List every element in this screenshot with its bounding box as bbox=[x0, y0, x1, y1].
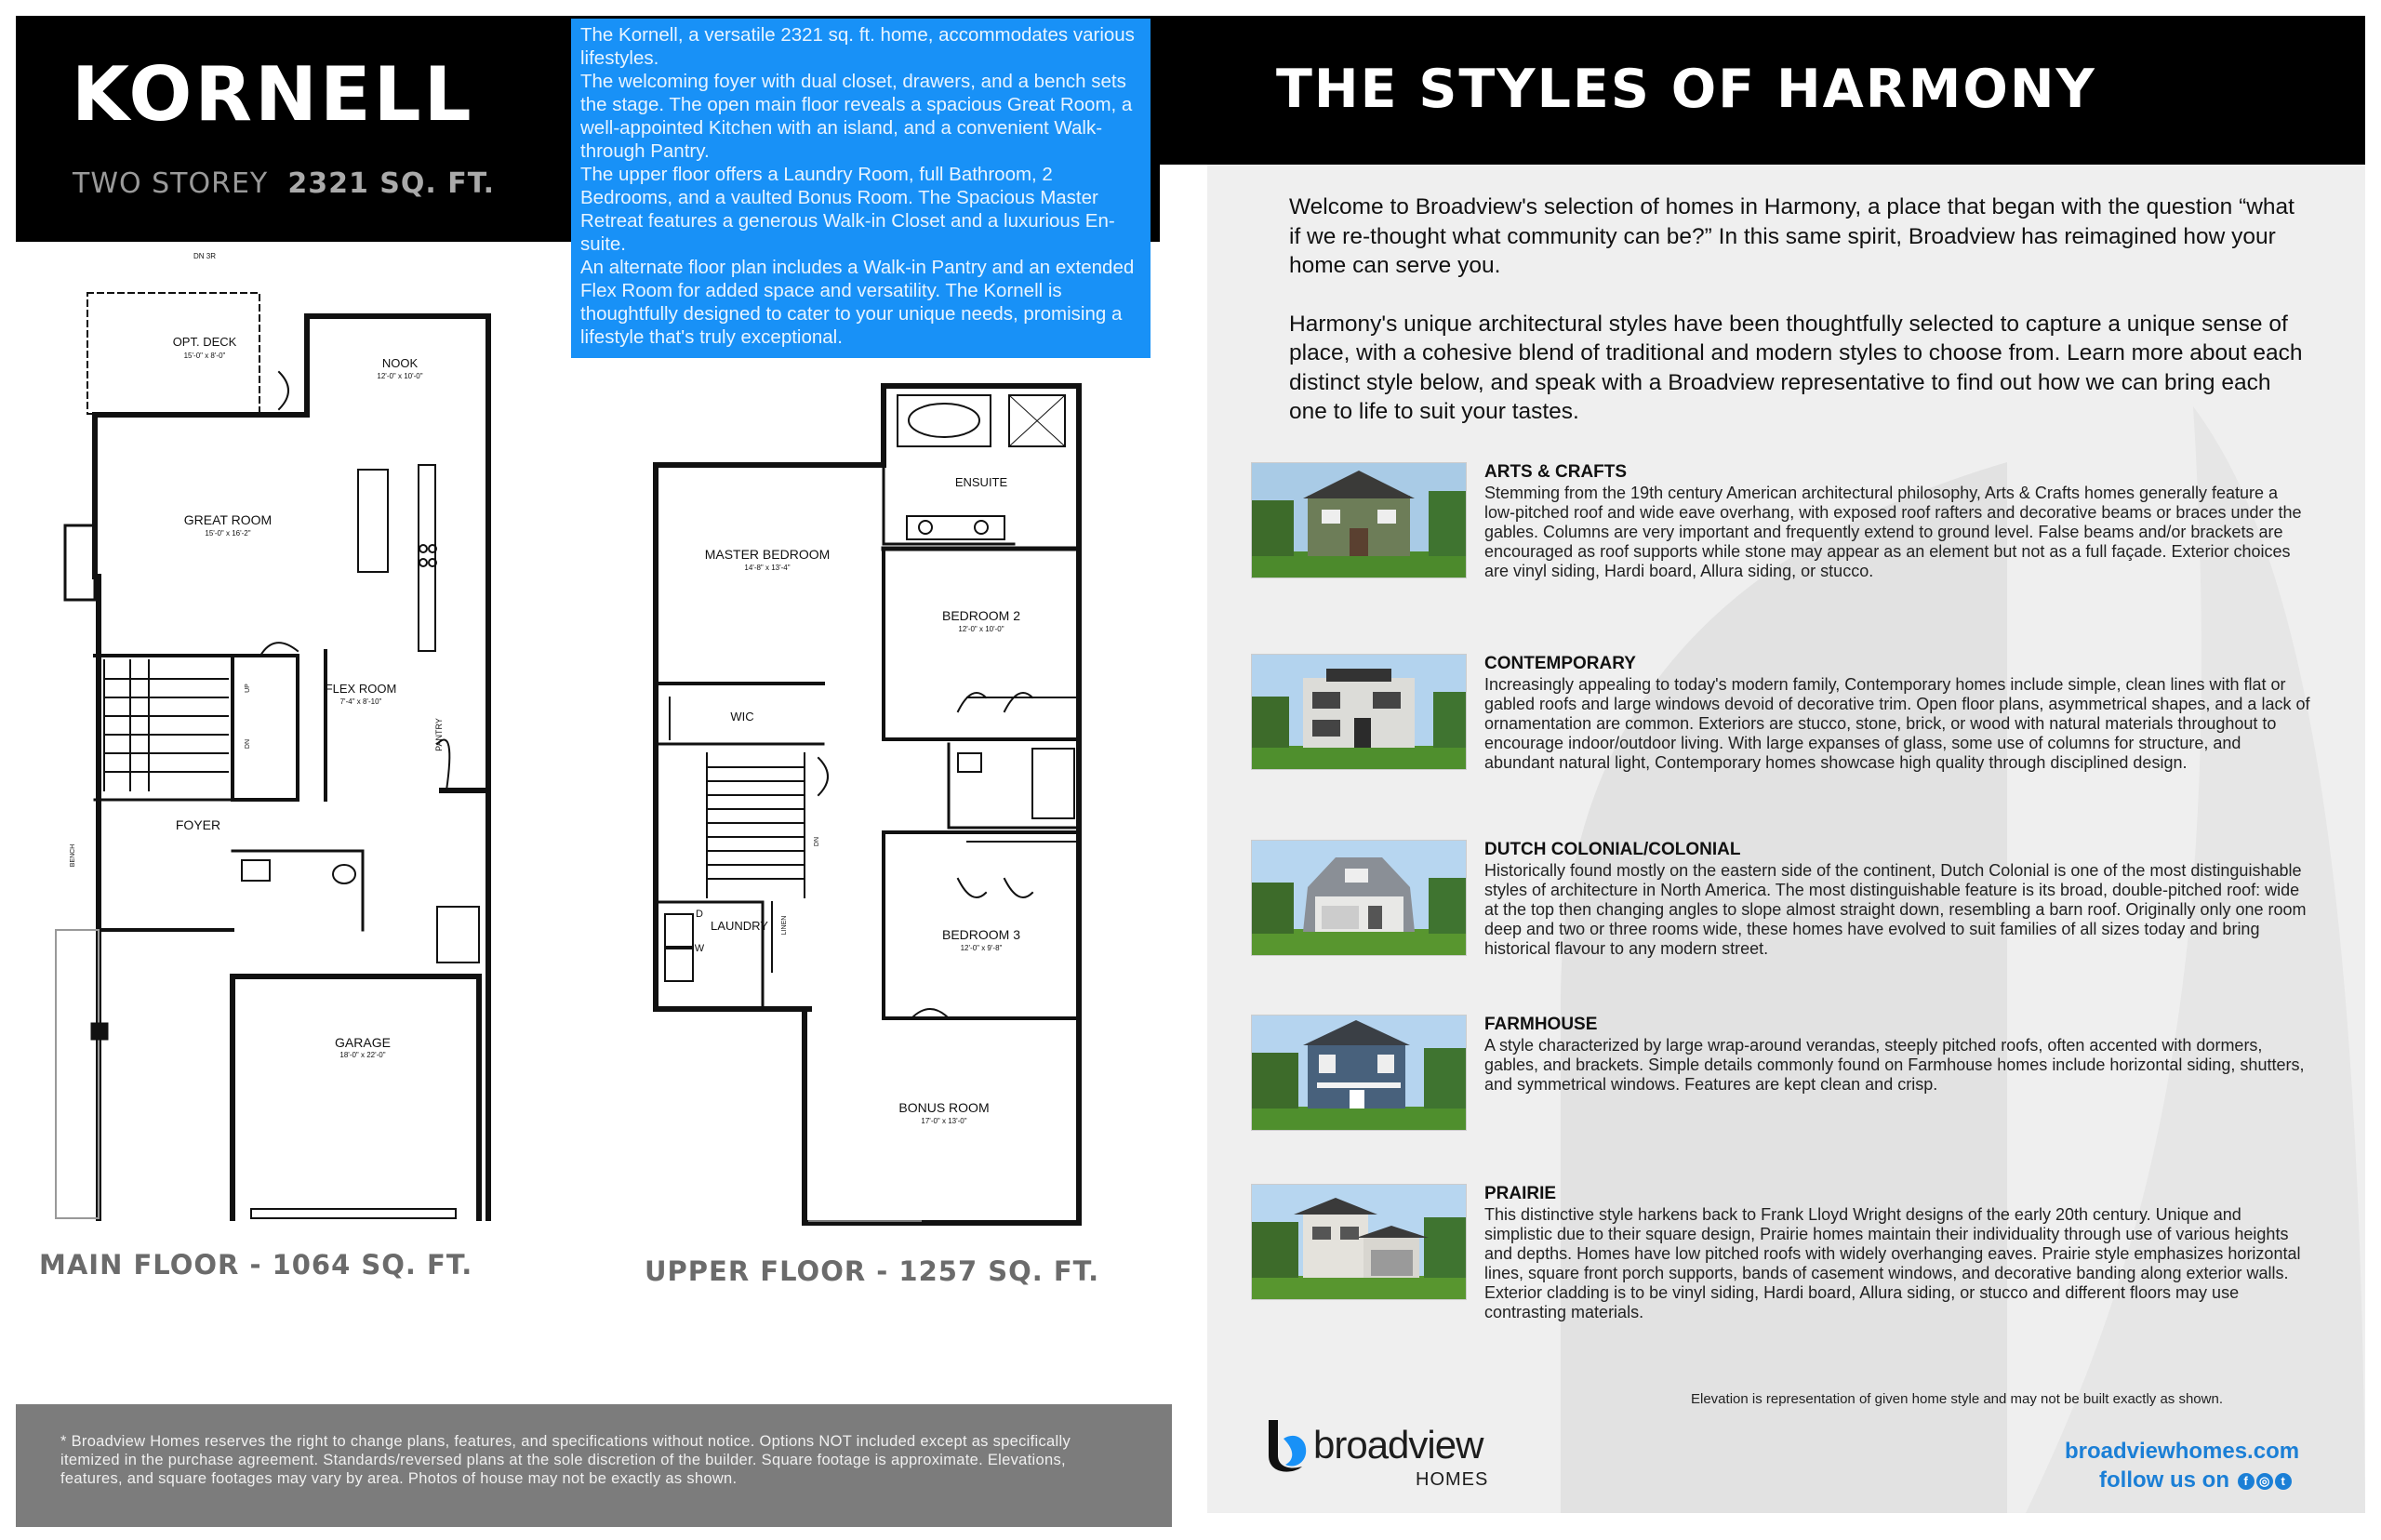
prairie-text: This distinctive style harkens back to Frank Lloyd Wright designs of the early 20th century. Unique and simplistic due to their square design, Prairie homes maintain their individuality through use of various heights and depths. Homes have low pitched roofs with widely overhanging eaves. Prairie style emphasizes horizontal lines, square front porch supports, bands of casement windows, and decorative banding along exterior walls. Exterior cladding is to be vinyl siding, Hardi board, Allura siding, or stucco and different floors may use contrasting materials. bbox=[1484, 1205, 2301, 1321]
up-label: UP bbox=[245, 684, 251, 693]
room-bonus-dim: 17'-0" x 13'-0" bbox=[921, 1117, 967, 1125]
bench-label: BENCH bbox=[70, 843, 76, 868]
intro-para-1: Welcome to Broadview's selection of homes in Harmony, a place that began with the question “what if we re-thought what community can be?” In this same spirit, Broadview has reimagined how your home can serve you. bbox=[1289, 194, 2295, 278]
styles-title: THE STYLES OF HARMONY bbox=[1276, 59, 2096, 120]
room-foyer: FOYER bbox=[175, 817, 221, 832]
dryer-label: D bbox=[696, 909, 703, 920]
room-garage-dim: 18'-0" x 22'-0" bbox=[339, 1051, 386, 1059]
room-bed2-dim: 12'-0" x 10'-0" bbox=[958, 625, 1004, 633]
arts-crafts-photo bbox=[1251, 462, 1467, 578]
room-nook-dim: 12'-0" x 10'-0" bbox=[377, 372, 423, 380]
room-bed3: BEDROOM 3 bbox=[941, 927, 1021, 942]
broadview-logo-icon bbox=[1265, 1418, 1311, 1474]
upper-dn-label: DN bbox=[814, 836, 820, 847]
room-bed3-dim: 12'-0" x 9'-8" bbox=[960, 944, 1003, 952]
upper-floor-label: UPPER FLOOR - 1257 SQ. FT. bbox=[645, 1255, 1100, 1287]
room-flex-dim: 7'-4" x 8'-10" bbox=[339, 697, 382, 706]
description-para-2: The welcoming foyer with dual closet, drawers, and a bench sets the stage. The open main floor reveals a spacious Great Room, a well-appointed Kitchen with an island, and a convenient Walk-through Pantry. bbox=[580, 71, 1133, 162]
room-wic: WIC bbox=[730, 710, 754, 724]
arts-crafts-title: ARTS & CRAFTS bbox=[1484, 462, 1628, 482]
styles-intro bbox=[1289, 192, 2312, 456]
follow-text: follow us on bbox=[2099, 1467, 2229, 1493]
farmhouse-photo bbox=[1251, 1015, 1467, 1131]
room-pantry: PANTRY bbox=[434, 718, 444, 751]
contemporary-title: CONTEMPORARY bbox=[1484, 654, 1636, 673]
logo-wordmark: broadview bbox=[1313, 1423, 1483, 1467]
model-type: TWO STOREY bbox=[73, 167, 269, 200]
upper-floor-plan bbox=[642, 377, 1097, 1232]
dn-label: DN bbox=[245, 738, 251, 750]
prairie-photo bbox=[1251, 1184, 1467, 1300]
room-nook: NOOK bbox=[381, 356, 419, 370]
room-laundry: LAUNDRY bbox=[711, 919, 768, 933]
follow-us bbox=[2099, 1467, 2292, 1494]
description-para-4: An alternate floor plan includes a Walk-in Pantry and an extended Flex Room for added space and versatility. The Kornell is thoughtfully designed to cater to your unique needs, promising a lifestyle that's truly exceptional. bbox=[580, 257, 1135, 348]
model-sqft: 2321 SQ. FT. bbox=[287, 167, 496, 200]
room-deck-dim: 15'-0" x 8'-0" bbox=[183, 352, 226, 360]
dutch-colonial-section bbox=[1484, 840, 2312, 959]
room-ensuite: ENSUITE bbox=[954, 475, 1008, 489]
model-subtitle bbox=[73, 167, 495, 200]
prairie-section bbox=[1484, 1184, 2312, 1322]
dutch-colonial-text: Historically found mostly on the eastern side of the continent, Dutch Colonial is one of the most distinguishable styles of architecture in North America. The most distinguishable feature is its broad, double-pitched roof: wide at the top then changing angles to slope almost straight down, resembling a barn roof. Originally only one room deep and two or three rooms wide, these homes have evolved to suit families of all sizes today and bring historical flavour to any modern street. bbox=[1484, 861, 2307, 958]
logo-subtext: HOMES bbox=[1416, 1469, 1489, 1490]
elevation-note: Elevation is representation of given home style and may not be built exactly as shown. bbox=[1691, 1391, 2223, 1407]
model-title: KORNELL bbox=[72, 51, 474, 138]
disclaimer: * Broadview Homes reserves the right to change plans, features, and specifications without notice. Options NOT included except as specifically itemized in the purchase agreement. Standards/reversed plans at the sole discretion of the builder. Square footage is approximate. Elevations, features, and square footages may vary by area. Photos of house may not be exactly as shown. bbox=[16, 1404, 1172, 1527]
arts-crafts-section bbox=[1484, 462, 2312, 581]
room-master-dim: 14'-8" x 13'-4" bbox=[744, 564, 791, 572]
dutch-colonial-title: DUTCH COLONIAL/COLONIAL bbox=[1484, 840, 1741, 859]
facebook-icon[interactable]: f bbox=[2238, 1473, 2255, 1490]
instagram-icon[interactable]: ◎ bbox=[2256, 1473, 2273, 1490]
room-bonus: BONUS ROOM bbox=[898, 1100, 990, 1115]
contemporary-photo bbox=[1251, 654, 1467, 770]
dn-arrow-label: DN 3R bbox=[193, 252, 217, 260]
website-link[interactable]: broadviewhomes.com bbox=[2065, 1439, 2300, 1464]
main-floor-label: MAIN FLOOR - 1064 SQ. FT. bbox=[39, 1249, 473, 1281]
washer-label: W bbox=[694, 943, 705, 954]
intro-para-2: Harmony's unique architectural styles have been thoughtfully selected to capture a unique sense of place, with a cohesive blend of traditional and modern styles to choose from. Learn more about each distinct style below, and speak with a Broadview representative to find out how we can bring each one to life to suit your tastes. bbox=[1289, 311, 2303, 424]
linen-label: LINEN bbox=[781, 915, 788, 936]
room-garage: GARAGE bbox=[335, 1035, 391, 1050]
main-floor-plan bbox=[47, 242, 530, 1228]
room-bed2: BEDROOM 2 bbox=[941, 608, 1021, 623]
room-master: MASTER BEDROOM bbox=[704, 547, 831, 562]
arts-crafts-text: Stemming from the 19th century American architectural philosophy, Arts & Crafts homes generally feature a low-pitched roof and wide eave overhang, with exposed roof rafters and decorative beams or braces under the gables. Columns are very important and frequently extend to ground level. False beams and/or brackets are encouraged as roof supports while stone may appear as an element but not as a full façade. Exterior choices are vinyl siding, Hardi board, Allura siding, or stucco. bbox=[1484, 484, 2302, 580]
contemporary-section bbox=[1484, 654, 2312, 773]
contemporary-text: Increasingly appealing to today's modern family, Contemporary homes include simple, clean lines with flat or gabled roofs and large windows devoid of decorative trim. Open floor plans, asymmetrical shapes, and a lack of ornamentation are common. Exteriors are stucco, stone, brick, or wood with natural materials throughout to encourage indoor/outdoor living. With large expanses of glass, some use of columns for structure, and abundant natural light, Contemporary homes showcase high quality through disciplined design. bbox=[1484, 675, 2310, 772]
prairie-title: PRAIRIE bbox=[1484, 1184, 1557, 1203]
room-deck: OPT. DECK bbox=[172, 335, 237, 349]
dutch-colonial-photo bbox=[1251, 840, 1467, 956]
room-great-dim: 15'-0" x 16'-2" bbox=[205, 529, 251, 538]
farmhouse-title: FARMHOUSE bbox=[1484, 1015, 1598, 1034]
description-para-1: The Kornell, a versatile 2321 sq. ft. home, accommodates various lifestyles. bbox=[580, 24, 1135, 69]
description-box bbox=[571, 19, 1151, 358]
room-flex: FLEX ROOM bbox=[325, 682, 397, 696]
farmhouse-text: A style characterized by large wrap-around verandas, steeply pitched roofs, often accented with dormers, gables, and brackets. Simple details commonly found on Farmhouse homes include horizontal siding, shutters, and symmetrical windows. Features are kept clean and crisp. bbox=[1484, 1036, 2305, 1094]
room-great: GREAT ROOM bbox=[183, 512, 273, 527]
twitter-icon[interactable]: t bbox=[2275, 1473, 2292, 1490]
farmhouse-section bbox=[1484, 1015, 2312, 1095]
description-para-3: The upper floor offers a Laundry Room, full Bathroom, 2 Bedrooms, and a vaulted Bonus Room. The Spacious Master Retreat features a generous Walk-in Closet and a luxurious En-suite. bbox=[580, 164, 1115, 255]
